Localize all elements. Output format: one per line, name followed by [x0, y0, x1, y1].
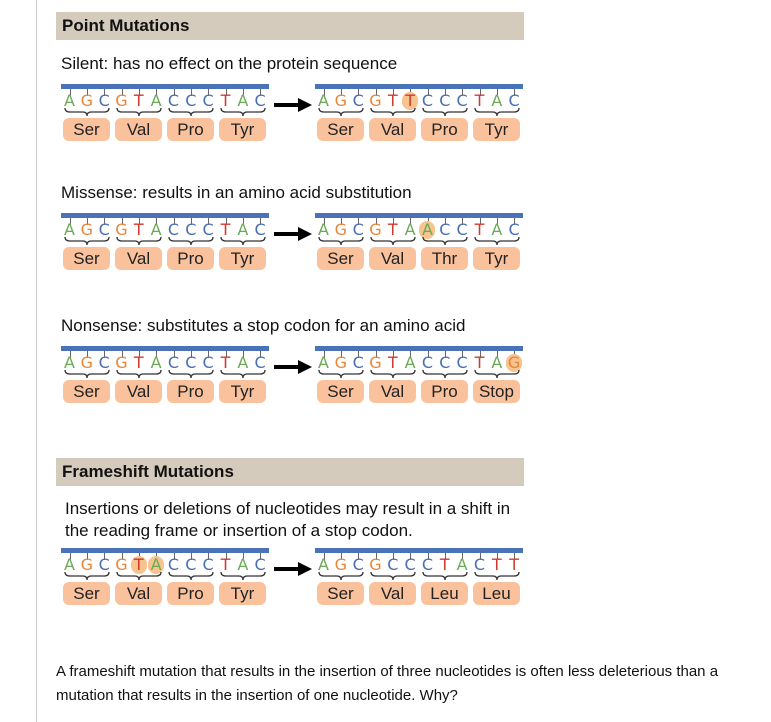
- nucleotide-C: C: [254, 555, 266, 574]
- codon-brace: [318, 237, 364, 245]
- dna-backbone: [61, 213, 269, 218]
- nucleotide-A: A: [237, 220, 249, 239]
- nucleotide-C: C: [202, 555, 214, 574]
- nucleotide-T: T: [387, 353, 398, 372]
- amino-acid-label: Ser: [317, 380, 364, 403]
- frameshift-mutations-title: Frameshift Mutations: [62, 462, 234, 481]
- question-text: A frameshift mutation that results in the insertion of three nucleotides is often less deleterious than a mutation that results in the insertion of one nucleotide. Why?: [56, 663, 719, 704]
- amino-acid-label: Pro: [167, 380, 214, 403]
- point-mutations-header: [56, 12, 524, 40]
- nucleotide-A: A: [237, 91, 249, 110]
- amino-acid-label: Leu: [421, 582, 468, 605]
- codon-brace: [64, 237, 110, 245]
- nucleotide-G: G: [334, 220, 348, 239]
- nucleotide-T: T: [133, 91, 144, 110]
- nucleotide-T: T: [220, 91, 231, 110]
- nucleotide-C: C: [254, 353, 266, 372]
- amino-acid-label: Val: [115, 118, 162, 141]
- nucleotide-G: G: [334, 353, 348, 372]
- nucleotide-T: T: [509, 555, 520, 574]
- amino-acid-label: Val: [115, 247, 162, 270]
- codon-brace: [168, 572, 214, 580]
- arrow-icon: [274, 227, 312, 241]
- nucleotide-C: C: [352, 353, 364, 372]
- codon-brace: [64, 370, 110, 378]
- amino-acid-label: Tyr: [473, 118, 520, 141]
- nucleotide-C: C: [439, 91, 451, 110]
- nucleotide-G: G: [369, 353, 382, 372]
- nucleotide-C: C: [421, 91, 434, 110]
- codon-brace: [370, 370, 416, 378]
- dna-backbone: [315, 346, 523, 351]
- silent-original-strand: [61, 84, 269, 144]
- nucleotide-A: A: [64, 555, 75, 574]
- codon-brace: [116, 572, 162, 580]
- nucleotide-A: A: [421, 220, 433, 239]
- amino-acid-label: Ser: [63, 247, 110, 270]
- codon-brace: [116, 237, 162, 245]
- nucleotide-A: A: [150, 555, 162, 574]
- nucleotide-A: A: [150, 91, 162, 110]
- missense-description: Missense: results in an amino acid substitution: [61, 183, 412, 202]
- nucleotide-G: G: [507, 353, 521, 372]
- nucleotide-C: C: [352, 91, 364, 110]
- nucleotide-T: T: [133, 220, 144, 239]
- nucleotide-C: C: [456, 220, 468, 239]
- codon-brace: [422, 237, 468, 245]
- amino-acid-label: Val: [115, 582, 162, 605]
- missense-original-strand: [61, 213, 269, 273]
- nucleotide-C: C: [98, 555, 110, 574]
- amino-acid-label: Thr: [421, 247, 468, 270]
- codon-brace: [422, 370, 468, 378]
- codon-brace: [116, 370, 162, 378]
- nucleotide-A: A: [237, 353, 249, 372]
- nucleotide-C: C: [167, 555, 180, 574]
- nucleotide-C: C: [352, 220, 364, 239]
- nucleotide-A: A: [491, 91, 503, 110]
- nucleotide-C: C: [473, 555, 486, 574]
- amino-acid-label: Ser: [317, 247, 364, 270]
- amino-acid-label: Leu: [473, 582, 520, 605]
- nucleotide-C: C: [421, 353, 434, 372]
- silent-mutated-strand: [315, 84, 523, 144]
- nonsense-mutated-strand: [315, 346, 523, 406]
- nucleotide-C: C: [439, 220, 451, 239]
- amino-acid-label: Ser: [63, 118, 110, 141]
- dna-backbone: [315, 84, 523, 89]
- nucleotide-T: T: [220, 220, 231, 239]
- nucleotide-C: C: [185, 91, 197, 110]
- nucleotide-T: T: [439, 555, 450, 574]
- nucleotide-G: G: [80, 353, 94, 372]
- nucleotide-C: C: [404, 555, 416, 574]
- codon-brace: [422, 572, 468, 580]
- nucleotide-T: T: [387, 220, 398, 239]
- amino-acid-label: Pro: [421, 380, 468, 403]
- nucleotide-C: C: [508, 220, 520, 239]
- nucleotide-A: A: [150, 353, 162, 372]
- silent-description: Silent: has no effect on the protein sequence: [61, 54, 398, 73]
- nucleotide-A: A: [318, 220, 329, 239]
- frameshift-mutated-strand: [315, 548, 523, 608]
- nucleotide-C: C: [254, 91, 266, 110]
- nucleotide-G: G: [80, 220, 94, 239]
- dna-backbone: [61, 548, 269, 553]
- codon-brace: [168, 108, 214, 116]
- nucleotide-C: C: [202, 91, 214, 110]
- codon-brace: [474, 370, 520, 378]
- nucleotide-C: C: [421, 555, 434, 574]
- dna-backbone: [61, 346, 269, 351]
- nucleotide-A: A: [64, 220, 75, 239]
- missense-mutated-strand: [315, 213, 523, 273]
- codon-brace: [318, 108, 364, 116]
- amino-acid-label: Val: [369, 582, 416, 605]
- nucleotide-C: C: [98, 220, 110, 239]
- nucleotide-A: A: [318, 91, 329, 110]
- nucleotide-C: C: [352, 555, 364, 574]
- nucleotide-C: C: [167, 91, 180, 110]
- codon-brace: [220, 572, 266, 580]
- frameshift-description: Insertions or deletions of nucleotides may result in a shift in the reading frame or insertion of a stop codon.: [65, 499, 511, 540]
- codon-brace: [220, 237, 266, 245]
- nucleotide-C: C: [202, 353, 214, 372]
- amino-acid-label: Pro: [167, 582, 214, 605]
- codon-brace: [64, 572, 110, 580]
- amino-acid-label: Val: [115, 380, 162, 403]
- codon-brace: [318, 370, 364, 378]
- nucleotide-G: G: [369, 220, 382, 239]
- codon-brace: [370, 108, 416, 116]
- nucleotide-G: G: [369, 91, 382, 110]
- codon-brace: [474, 108, 520, 116]
- codon-brace: [64, 108, 110, 116]
- amino-acid-label: Ser: [317, 118, 364, 141]
- nucleotide-A: A: [64, 91, 75, 110]
- nucleotide-G: G: [80, 555, 94, 574]
- nucleotide-A: A: [491, 353, 503, 372]
- nucleotide-T: T: [491, 555, 502, 574]
- nucleotide-T: T: [220, 353, 231, 372]
- arrow-icon: [274, 360, 312, 374]
- frameshift-mutations-header: [56, 458, 524, 486]
- point-mutations-title: Point Mutations: [62, 16, 190, 35]
- dna-backbone: [315, 548, 523, 553]
- nucleotide-A: A: [318, 555, 329, 574]
- nucleotide-C: C: [185, 353, 197, 372]
- nucleotide-T: T: [474, 220, 485, 239]
- nucleotide-C: C: [98, 353, 110, 372]
- nucleotide-C: C: [98, 91, 110, 110]
- nucleotide-C: C: [185, 555, 197, 574]
- codon-brace: [370, 237, 416, 245]
- codon-brace: [422, 108, 468, 116]
- codon-brace: [116, 108, 162, 116]
- nucleotide-A: A: [150, 220, 162, 239]
- nucleotide-G: G: [334, 91, 348, 110]
- nonsense-description: Nonsense: substitutes a stop codon for an amino acid: [61, 316, 466, 335]
- dna-backbone: [315, 213, 523, 218]
- nucleotide-A: A: [456, 555, 468, 574]
- nucleotide-T: T: [474, 353, 485, 372]
- nucleotide-A: A: [404, 220, 416, 239]
- nucleotide-C: C: [456, 353, 468, 372]
- nucleotide-A: A: [237, 555, 249, 574]
- nucleotide-C: C: [456, 91, 468, 110]
- nucleotide-T: T: [133, 555, 144, 574]
- amino-acid-label: Ser: [317, 582, 364, 605]
- nucleotide-G: G: [115, 220, 128, 239]
- codon-brace: [168, 237, 214, 245]
- nucleotide-C: C: [167, 220, 180, 239]
- nucleotide-G: G: [369, 555, 382, 574]
- amino-acid-label: Val: [369, 118, 416, 141]
- codon-brace: [168, 370, 214, 378]
- nucleotide-A: A: [318, 353, 329, 372]
- codon-brace: [474, 572, 520, 580]
- nucleotide-G: G: [115, 353, 128, 372]
- amino-acid-label: Stop: [473, 380, 520, 403]
- nucleotide-T: T: [387, 91, 398, 110]
- nucleotide-G: G: [115, 555, 128, 574]
- amino-acid-label: Val: [369, 247, 416, 270]
- nucleotide-T: T: [405, 91, 416, 110]
- amino-acid-label: Tyr: [219, 247, 266, 270]
- amino-acid-label: Tyr: [219, 380, 266, 403]
- left-margin-line: [36, 0, 37, 722]
- amino-acid-label: Ser: [63, 582, 110, 605]
- amino-acid-label: Ser: [63, 380, 110, 403]
- codon-brace: [474, 237, 520, 245]
- codon-brace: [318, 572, 364, 580]
- amino-acid-label: Val: [369, 380, 416, 403]
- nucleotide-C: C: [167, 353, 180, 372]
- amino-acid-label: Pro: [167, 118, 214, 141]
- nucleotide-C: C: [387, 555, 399, 574]
- nucleotide-T: T: [133, 353, 144, 372]
- arrow-icon: [274, 98, 312, 112]
- nucleotide-C: C: [202, 220, 214, 239]
- nonsense-original-strand: [61, 346, 269, 406]
- frameshift-original-strand: [61, 548, 269, 608]
- dna-backbone: [61, 84, 269, 89]
- nucleotide-G: G: [334, 555, 348, 574]
- amino-acid-label: Tyr: [219, 582, 266, 605]
- amino-acid-label: Tyr: [219, 118, 266, 141]
- amino-acid-label: Pro: [421, 118, 468, 141]
- amino-acid-label: Tyr: [473, 247, 520, 270]
- nucleotide-A: A: [64, 353, 75, 372]
- nucleotide-C: C: [254, 220, 266, 239]
- nucleotide-A: A: [491, 220, 503, 239]
- codon-brace: [220, 370, 266, 378]
- arrow-icon: [274, 562, 312, 576]
- amino-acid-label: Pro: [167, 247, 214, 270]
- codon-brace: [220, 108, 266, 116]
- nucleotide-T: T: [220, 555, 231, 574]
- nucleotide-T: T: [474, 91, 485, 110]
- nucleotide-C: C: [185, 220, 197, 239]
- nucleotide-G: G: [115, 91, 128, 110]
- codon-brace: [370, 572, 416, 580]
- nucleotide-G: G: [80, 91, 94, 110]
- nucleotide-A: A: [404, 353, 416, 372]
- nucleotide-C: C: [508, 91, 520, 110]
- nucleotide-C: C: [439, 353, 451, 372]
